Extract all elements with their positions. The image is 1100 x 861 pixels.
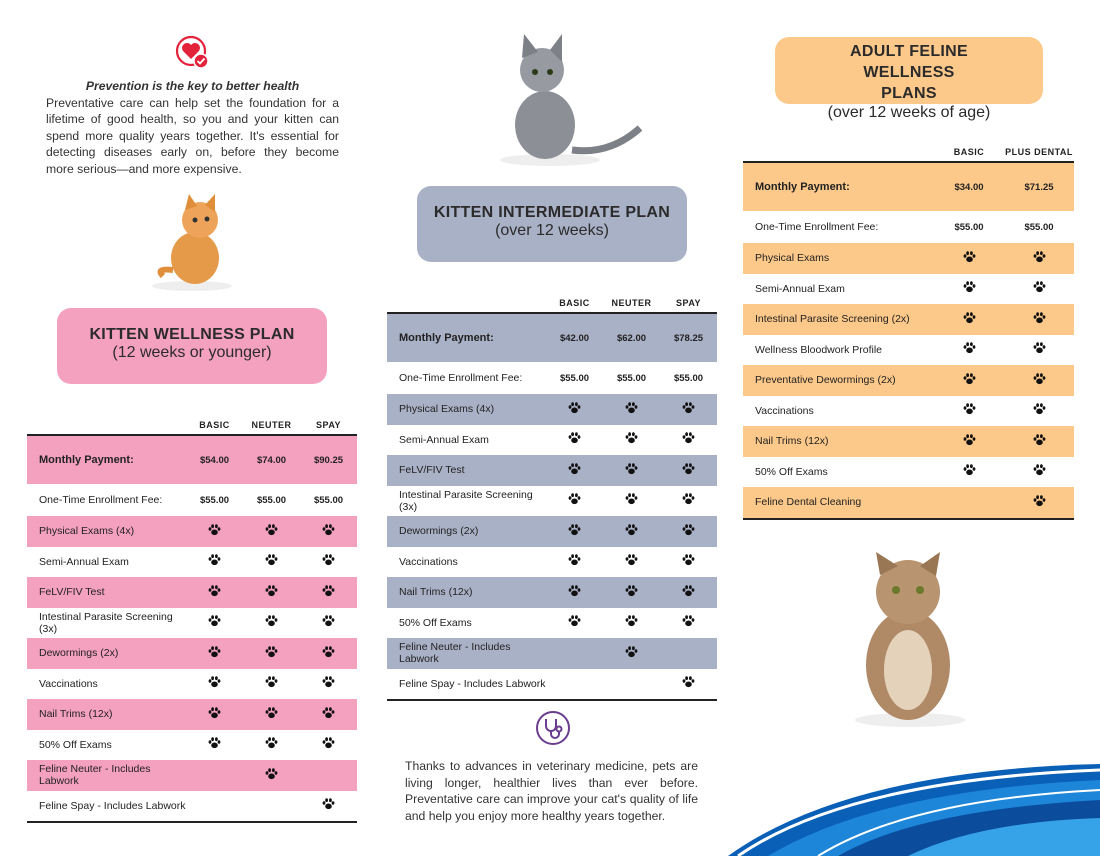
included-cell bbox=[1004, 365, 1074, 396]
table-row bbox=[27, 577, 357, 608]
included-cell bbox=[660, 455, 717, 486]
table-row bbox=[27, 638, 357, 669]
paw-icon bbox=[1033, 255, 1046, 266]
included-cell bbox=[546, 425, 603, 456]
table-row bbox=[27, 547, 357, 578]
included-cell bbox=[243, 608, 300, 639]
price-cell: $42.00 bbox=[559, 332, 590, 344]
paw-icon bbox=[963, 255, 976, 266]
paw-icon bbox=[568, 467, 581, 478]
paw-icon bbox=[682, 467, 695, 478]
kitten-wellness-plan-title bbox=[57, 308, 327, 384]
paw-icon bbox=[322, 802, 335, 813]
included-cell bbox=[603, 516, 660, 547]
paw-icon bbox=[208, 741, 221, 752]
included-cell bbox=[603, 455, 660, 486]
paw-icon bbox=[963, 468, 976, 479]
included-cell bbox=[1004, 335, 1074, 366]
paw-icon bbox=[682, 528, 695, 539]
included-cell bbox=[603, 669, 660, 701]
plan-table bbox=[743, 129, 1074, 520]
paw-icon bbox=[625, 589, 638, 600]
column-header: BASIC bbox=[199, 420, 230, 430]
paw-icon bbox=[568, 528, 581, 539]
table-row bbox=[387, 638, 717, 669]
table-row bbox=[743, 243, 1074, 274]
included-cell bbox=[186, 577, 243, 608]
paw-icon bbox=[208, 680, 221, 691]
included-cell bbox=[546, 608, 603, 639]
included-cell bbox=[934, 304, 1004, 335]
table-row bbox=[743, 426, 1074, 457]
included-cell bbox=[603, 425, 660, 456]
row-label: 50% Off Exams bbox=[399, 616, 472, 629]
paw-icon bbox=[625, 619, 638, 630]
included-cell bbox=[660, 394, 717, 425]
row-label: Semi-Annual Exam bbox=[399, 433, 489, 446]
plan-subtitle-text: (12 weeks or younger) bbox=[112, 344, 272, 361]
plan-title-text: ADULT FELINE WELLNESS PLANS bbox=[850, 43, 968, 102]
intro-text bbox=[46, 78, 339, 177]
included-cell bbox=[243, 669, 300, 700]
table-row bbox=[27, 791, 357, 823]
included-cell bbox=[300, 669, 357, 700]
enrollment-fee-row bbox=[387, 362, 717, 394]
paw-icon bbox=[625, 497, 638, 508]
price-cell: $90.25 bbox=[313, 454, 344, 466]
paw-icon bbox=[682, 619, 695, 630]
paw-icon bbox=[322, 558, 335, 569]
paw-icon bbox=[265, 619, 278, 630]
paw-icon bbox=[682, 680, 695, 691]
paw-icon bbox=[1033, 316, 1046, 327]
paw-icon bbox=[208, 589, 221, 600]
enrollment-fee-row bbox=[27, 484, 357, 516]
adult-feline-table bbox=[743, 129, 1074, 520]
included-cell bbox=[186, 547, 243, 578]
paw-icon bbox=[568, 497, 581, 508]
row-label: Monthly Payment: bbox=[399, 332, 494, 344]
paw-icon bbox=[568, 589, 581, 600]
column-header: BASIC bbox=[559, 298, 590, 308]
row-label: Semi-Annual Exam bbox=[755, 282, 845, 295]
column-header: NEUTER bbox=[251, 420, 292, 430]
included-cell bbox=[546, 577, 603, 608]
included-cell bbox=[546, 486, 603, 517]
included-cell bbox=[243, 730, 300, 761]
included-cell bbox=[186, 608, 243, 639]
row-label: 50% Off Exams bbox=[755, 465, 828, 478]
row-label: Physical Exams bbox=[755, 252, 830, 265]
paw-icon bbox=[682, 436, 695, 447]
table-row bbox=[27, 760, 357, 791]
row-label: Feline Neuter - Includes Labwork bbox=[39, 763, 151, 788]
paw-icon bbox=[682, 558, 695, 569]
included-cell bbox=[1004, 304, 1074, 335]
included-cell bbox=[660, 425, 717, 456]
price-cell: $55.00 bbox=[954, 221, 984, 233]
included-cell bbox=[546, 669, 603, 701]
table-row bbox=[387, 669, 717, 701]
paw-icon bbox=[208, 619, 221, 630]
paw-icon bbox=[265, 650, 278, 661]
price-cell: $55.00 bbox=[199, 494, 230, 506]
included-cell bbox=[546, 547, 603, 578]
included-cell bbox=[300, 760, 357, 791]
table-row bbox=[743, 304, 1074, 335]
included-cell bbox=[660, 577, 717, 608]
included-cell bbox=[186, 760, 243, 791]
intro-body: Preventative care can help set the foundation for a lifetime of good health, so you and your kitten can spend more quality years together. It's essential for detecting diseases early on, before they become more serious—and more expensive. bbox=[46, 95, 339, 176]
paw-icon bbox=[682, 497, 695, 508]
paw-icon bbox=[568, 619, 581, 630]
included-cell bbox=[603, 394, 660, 425]
included-cell bbox=[300, 577, 357, 608]
paw-icon bbox=[265, 711, 278, 722]
paw-icon bbox=[625, 528, 638, 539]
included-cell bbox=[300, 638, 357, 669]
table-row bbox=[387, 577, 717, 608]
monthly-payment-row bbox=[743, 162, 1074, 211]
paw-icon bbox=[625, 558, 638, 569]
table-row bbox=[27, 730, 357, 761]
included-cell bbox=[603, 577, 660, 608]
paw-icon bbox=[208, 711, 221, 722]
column-header: BASIC bbox=[953, 147, 985, 157]
included-cell bbox=[934, 426, 1004, 457]
table-row bbox=[387, 547, 717, 578]
plan-title-text: KITTEN WELLNESS PLAN bbox=[89, 326, 295, 343]
heart-check-icon bbox=[175, 35, 211, 71]
row-label: Dewormings (2x) bbox=[399, 525, 479, 538]
paw-icon bbox=[568, 436, 581, 447]
price-cell: $54.00 bbox=[199, 454, 230, 466]
paw-icon bbox=[322, 741, 335, 752]
table-row bbox=[743, 365, 1074, 396]
paw-icon bbox=[322, 619, 335, 630]
table-row bbox=[743, 335, 1074, 366]
row-label: Intestinal Parasite Screening (2x) bbox=[755, 313, 910, 326]
table-row bbox=[743, 457, 1074, 488]
plan-table bbox=[387, 280, 717, 701]
price-cell: $62.00 bbox=[616, 332, 647, 344]
included-cell bbox=[300, 791, 357, 823]
table-header-row bbox=[27, 402, 357, 435]
row-label: FeLV/FIV Test bbox=[399, 464, 465, 477]
included-cell bbox=[300, 608, 357, 639]
paw-icon bbox=[568, 406, 581, 417]
row-label: Feline Dental Cleaning bbox=[755, 496, 862, 509]
table-row bbox=[743, 274, 1074, 305]
paw-icon bbox=[265, 680, 278, 691]
paw-icon bbox=[265, 589, 278, 600]
table-row bbox=[387, 394, 717, 425]
included-cell bbox=[546, 455, 603, 486]
price-cell: $71.25 bbox=[1024, 181, 1054, 193]
row-label: Physical Exams (4x) bbox=[399, 403, 495, 416]
price-cell: $55.00 bbox=[313, 494, 344, 506]
stethoscope-icon bbox=[535, 710, 571, 746]
included-cell bbox=[1004, 243, 1074, 274]
included-cell bbox=[300, 730, 357, 761]
plan-table bbox=[27, 402, 357, 823]
paw-icon bbox=[265, 558, 278, 569]
table-row bbox=[27, 669, 357, 700]
included-cell bbox=[1004, 426, 1074, 457]
row-label: Wellness Bloodwork Profile bbox=[755, 343, 883, 356]
price-cell: $34.00 bbox=[954, 181, 984, 193]
table-row bbox=[387, 486, 717, 517]
table-row bbox=[27, 516, 357, 547]
table-row bbox=[387, 425, 717, 456]
table-row bbox=[387, 608, 717, 639]
paw-icon bbox=[625, 650, 638, 661]
table-row bbox=[387, 516, 717, 547]
row-label: FeLV/FIV Test bbox=[39, 586, 105, 599]
paw-icon bbox=[208, 650, 221, 661]
paw-icon bbox=[963, 438, 976, 449]
table-header-row bbox=[387, 280, 717, 313]
included-cell bbox=[546, 394, 603, 425]
included-cell bbox=[546, 638, 603, 669]
paw-icon bbox=[322, 680, 335, 691]
included-cell bbox=[1004, 457, 1074, 488]
table-row bbox=[387, 455, 717, 486]
paw-icon bbox=[625, 436, 638, 447]
intro-heading: Prevention is the key to better health bbox=[85, 79, 300, 93]
included-cell bbox=[660, 486, 717, 517]
row-label: Feline Spay - Includes Labwork bbox=[399, 677, 546, 690]
paw-icon bbox=[265, 528, 278, 539]
row-label: Feline Spay - Includes Labwork bbox=[39, 799, 186, 812]
column-header: NEUTER bbox=[611, 298, 652, 308]
included-cell bbox=[1004, 274, 1074, 305]
included-cell bbox=[186, 730, 243, 761]
included-cell bbox=[243, 547, 300, 578]
kitten-wellness-table bbox=[27, 402, 357, 823]
price-cell: $55.00 bbox=[256, 494, 287, 506]
column-header: SPAY bbox=[315, 420, 341, 430]
row-label: Nail Trims (12x) bbox=[399, 586, 473, 599]
row-label: 50% Off Exams bbox=[39, 738, 112, 751]
included-cell bbox=[243, 516, 300, 547]
paw-icon bbox=[322, 589, 335, 600]
decorative-wave bbox=[728, 760, 1100, 856]
kitten-intermediate-table bbox=[387, 280, 717, 701]
paw-icon bbox=[568, 558, 581, 569]
price-cell: $74.00 bbox=[256, 454, 287, 466]
paw-icon bbox=[1033, 285, 1046, 296]
enrollment-fee-row bbox=[743, 211, 1074, 243]
row-label: Nail Trims (12x) bbox=[39, 708, 113, 721]
paw-icon bbox=[322, 650, 335, 661]
included-cell bbox=[186, 516, 243, 547]
included-cell bbox=[934, 365, 1004, 396]
paw-icon bbox=[682, 406, 695, 417]
table-row bbox=[743, 396, 1074, 427]
gray-kitten-image bbox=[480, 30, 645, 170]
included-cell bbox=[300, 699, 357, 730]
included-cell bbox=[243, 577, 300, 608]
plan-subtitle-text: (over 12 weeks of age) bbox=[827, 104, 991, 121]
price-cell: $55.00 bbox=[673, 372, 704, 384]
price-cell: $55.00 bbox=[1024, 221, 1054, 233]
paw-icon bbox=[1033, 346, 1046, 357]
paw-icon bbox=[1033, 468, 1046, 479]
included-cell bbox=[603, 547, 660, 578]
row-label: Intestinal Parasite Screening (3x) bbox=[39, 610, 173, 635]
included-cell bbox=[243, 760, 300, 791]
paw-icon bbox=[963, 346, 976, 357]
table-row bbox=[743, 487, 1074, 519]
row-label: One-Time Enrollment Fee: bbox=[399, 372, 523, 384]
row-label: One-Time Enrollment Fee: bbox=[755, 221, 879, 233]
included-cell bbox=[1004, 396, 1074, 427]
paw-icon bbox=[322, 528, 335, 539]
included-cell bbox=[186, 669, 243, 700]
table-row bbox=[27, 608, 357, 639]
included-cell bbox=[934, 335, 1004, 366]
paw-icon bbox=[682, 589, 695, 600]
paw-icon bbox=[625, 467, 638, 478]
included-cell bbox=[934, 457, 1004, 488]
included-cell bbox=[546, 516, 603, 547]
included-cell bbox=[660, 608, 717, 639]
paw-icon bbox=[265, 772, 278, 783]
paw-icon bbox=[1033, 499, 1046, 510]
row-label: Monthly Payment: bbox=[39, 454, 134, 466]
included-cell bbox=[1004, 487, 1074, 519]
paw-icon bbox=[208, 528, 221, 539]
included-cell bbox=[186, 791, 243, 823]
included-cell bbox=[300, 547, 357, 578]
price-cell: $55.00 bbox=[559, 372, 590, 384]
included-cell bbox=[243, 791, 300, 823]
paw-icon bbox=[963, 316, 976, 327]
paw-icon bbox=[963, 377, 976, 388]
monthly-payment-row bbox=[387, 313, 717, 362]
paw-icon bbox=[265, 741, 278, 752]
included-cell bbox=[660, 516, 717, 547]
included-cell bbox=[934, 487, 1004, 519]
row-label: Monthly Payment: bbox=[755, 181, 850, 193]
included-cell bbox=[243, 638, 300, 669]
row-label: Semi-Annual Exam bbox=[39, 555, 129, 568]
included-cell bbox=[186, 638, 243, 669]
included-cell bbox=[934, 274, 1004, 305]
footer-text: Thanks to advances in veterinary medicine, pets are living longer, healthier lives than ever before. Preventative care can improve your cat's quality of life and help you enjoy more healthy years together. bbox=[405, 759, 698, 823]
included-cell bbox=[934, 396, 1004, 427]
kitten-intermediate-plan-title bbox=[417, 186, 687, 262]
table-row bbox=[27, 699, 357, 730]
row-label: Physical Exams (4x) bbox=[39, 525, 135, 538]
included-cell bbox=[603, 608, 660, 639]
included-cell bbox=[660, 547, 717, 578]
row-label: One-Time Enrollment Fee: bbox=[39, 494, 163, 506]
included-cell bbox=[660, 669, 717, 701]
included-cell bbox=[186, 699, 243, 730]
adult-feline-plan-title bbox=[775, 37, 1043, 121]
paw-icon bbox=[208, 558, 221, 569]
included-cell bbox=[300, 516, 357, 547]
paw-icon bbox=[963, 285, 976, 296]
paw-icon bbox=[1033, 377, 1046, 388]
included-cell bbox=[934, 243, 1004, 274]
monthly-payment-row bbox=[27, 435, 357, 484]
orange-kitten-image bbox=[145, 188, 240, 293]
row-label: Preventative Dewormings (2x) bbox=[755, 374, 896, 387]
paw-icon bbox=[1033, 407, 1046, 418]
paw-icon bbox=[1033, 438, 1046, 449]
plan-title-text: KITTEN INTERMEDIATE PLAN bbox=[433, 204, 671, 221]
price-cell: $78.25 bbox=[673, 332, 704, 344]
row-label: Nail Trims (12x) bbox=[755, 435, 829, 448]
row-label: Vaccinations bbox=[399, 555, 458, 568]
row-label: Vaccinations bbox=[755, 404, 814, 417]
row-label: Intestinal Parasite Screening (3x) bbox=[399, 488, 533, 513]
paw-icon bbox=[625, 406, 638, 417]
fluffy-cat-image bbox=[840, 550, 980, 730]
column-header: SPAY bbox=[675, 298, 701, 308]
table-header-row bbox=[743, 129, 1074, 162]
paw-icon bbox=[322, 711, 335, 722]
included-cell bbox=[603, 486, 660, 517]
row-label: Vaccinations bbox=[39, 677, 98, 690]
included-cell bbox=[660, 638, 717, 669]
column-header: PLUS DENTAL bbox=[1005, 147, 1073, 157]
row-label: Dewormings (2x) bbox=[39, 647, 119, 660]
price-cell: $55.00 bbox=[616, 372, 647, 384]
row-label: Feline Neuter - Includes Labwork bbox=[399, 641, 511, 666]
included-cell bbox=[603, 638, 660, 669]
included-cell bbox=[243, 699, 300, 730]
plan-subtitle-text: (over 12 weeks) bbox=[495, 222, 609, 239]
paw-icon bbox=[963, 407, 976, 418]
